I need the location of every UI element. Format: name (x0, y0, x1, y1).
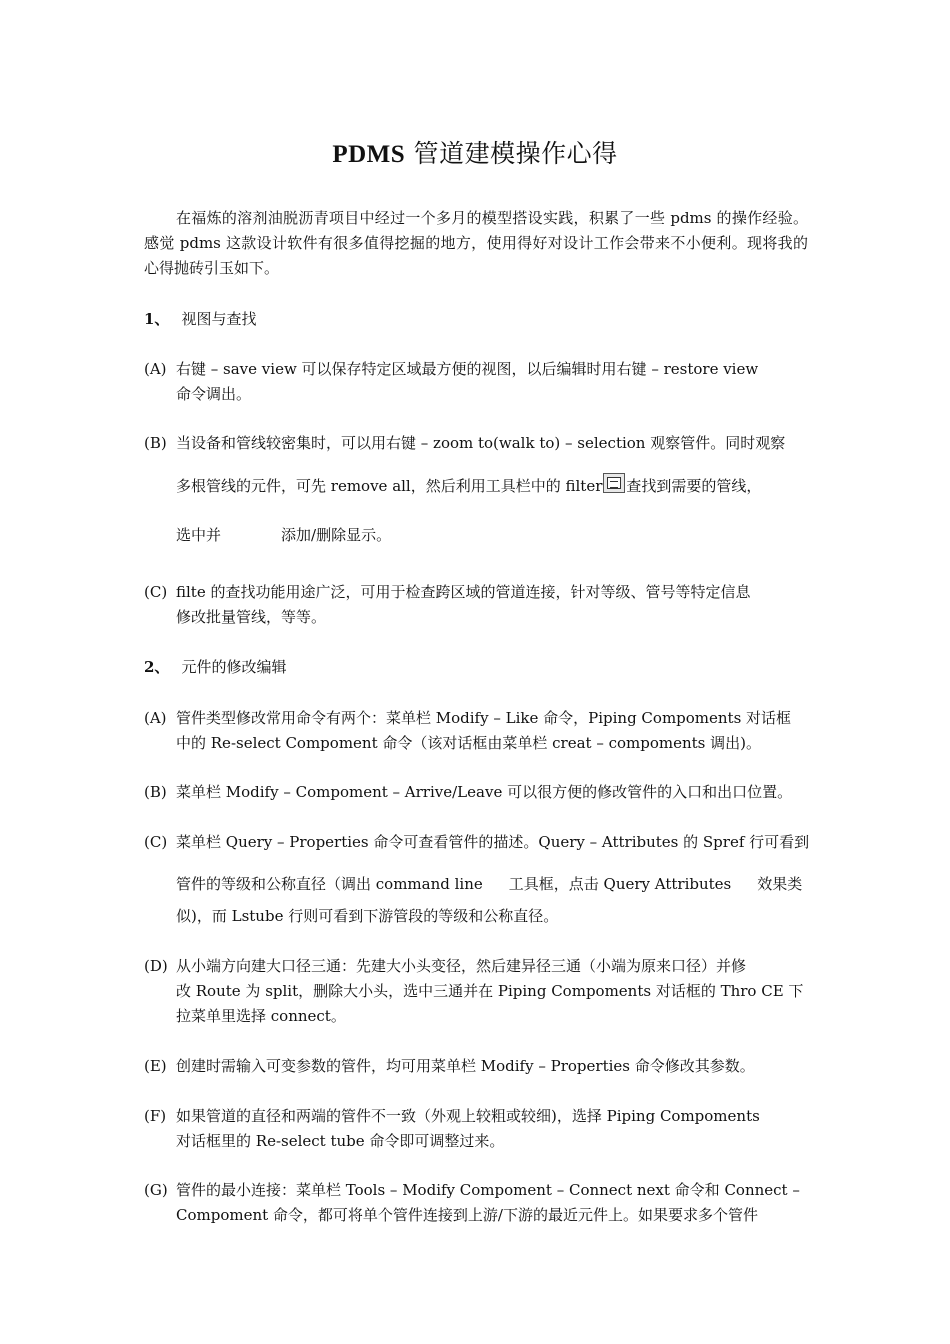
item-line: 从小端方向建大口径三通：先建大小头变径，然后建异径三通（小端为原来口径）并修 (176, 957, 747, 975)
list-item (144, 780, 808, 805)
item-line-part: 管件的等级和公称直径（调出 command line (176, 875, 483, 893)
item-label: (B) (144, 434, 167, 452)
item-line: 对话框里的 Re-select tube 命令即可调整过来。 (176, 1132, 505, 1150)
item-label: (A) (144, 360, 167, 378)
section-2-heading (144, 655, 808, 680)
page-title (0, 138, 950, 171)
section-title: 元件的修改编辑 (181, 658, 287, 676)
item-line (176, 523, 808, 548)
list-item (144, 954, 808, 1029)
item-label: (D) (144, 957, 168, 975)
item-line: 管件的最小连接：菜单栏 Tools – Modify Compoment – Connect next 命令和 Connect – (176, 1181, 800, 1199)
item-line-part: 效果类 (757, 875, 803, 893)
item-line: 中的 Re-select Compoment 命令（该对话框由菜单栏 creat – compoments 调出)。 (176, 734, 761, 752)
filter-icon (603, 473, 625, 493)
section-number: 1、 (144, 310, 170, 328)
item-line: 修改批量管线，等等。 (176, 608, 327, 626)
item-line: 拉菜单里选择 connect。 (176, 1007, 346, 1025)
list-item (144, 357, 808, 407)
item-line-part: 添加/删除显示。 (281, 526, 392, 544)
item-line: 如果管道的直径和两端的管件不一致（外观上较粗或较细)，选择 Piping Compoments (176, 1107, 760, 1125)
item-line: 当设备和管线较密集时，可以用右键 – zoom to(walk to) – selection 观察管件。同时观察 (176, 434, 786, 452)
item-line: 管件类型修改常用命令有两个：菜单栏 Modify – Like 命令，Piping Compoments 对话框 (176, 709, 792, 727)
title-bold: PDMS (332, 141, 406, 168)
list-item (144, 1104, 808, 1154)
item-label: (C) (144, 833, 168, 851)
title-text: 管道建模操作心得 (405, 139, 618, 168)
item-line: 似)，而 Lstube 行则可看到下游管段的等级和公称直径。 (176, 907, 559, 925)
item-line: 创建时需输入可变参数的管件，均可用菜单栏 Modify – Properties 命令修改其参数。 (176, 1057, 755, 1075)
section-title: 视图与查找 (181, 310, 257, 328)
item-line: filte 的查找功能用途广泛，可用于检查跨区域的管道连接，针对等级、管号等特定信息 (176, 583, 751, 601)
item-line (176, 872, 808, 897)
list-item (144, 1054, 808, 1079)
item-line: 右键 – save view 可以保存特定区域最方便的视图，以后编辑时用右键 – restore view (176, 360, 759, 378)
item-line: 改 Route 为 split，删除大小头，选中三通并在 Piping Compoments 对话框的 Thro CE 下 (176, 982, 804, 1000)
item-label: (B) (144, 783, 167, 801)
item-label: (F) (144, 1107, 167, 1125)
item-line-part: 多根管线的元件，可先 remove all，然后利用工具栏中的 filter (176, 477, 603, 495)
section-number: 2、 (144, 658, 170, 676)
item-label: (A) (144, 709, 167, 727)
section-1-heading (144, 307, 808, 332)
item-label: (E) (144, 1057, 167, 1075)
item-line-part: 工具框，点击 Query Attributes (508, 875, 732, 893)
list-item (144, 830, 808, 929)
list-item (144, 706, 808, 756)
item-line: 菜单栏 Modify – Compoment – Arrive/Leave 可以很方便的修改管件的入口和出口位置。 (176, 783, 793, 801)
list-item (144, 431, 808, 548)
item-line: 命令调出。 (176, 385, 252, 403)
list-item (144, 580, 808, 630)
item-line-part: 选中并 (176, 526, 222, 544)
item-line: Compoment 命令，都可将单个管件连接到上游/下游的最近元件上。如果要求多个管件 (176, 1206, 758, 1224)
intro-paragraph: 在福炼的溶剂油脱沥青项目中经过一个多月的模型搭设实践，积累了一些 pdms 的操作经验。感觉 pdms 这款设计软件有很多值得挖掘的地方，使用得好对设计工作会带来不小便利。现将我的心得抛砖引玉如下。 (144, 209, 808, 277)
item-label: (C) (144, 583, 168, 601)
item-line-part: 查找到需要的管线， (626, 477, 762, 495)
item-line: 菜单栏 Query – Properties 命令可查看管件的描述。Query – Attributes 的 Spref 行可看到 (176, 833, 810, 851)
item-label: (G) (144, 1181, 168, 1199)
item-line (176, 473, 808, 499)
list-item (144, 1178, 808, 1228)
